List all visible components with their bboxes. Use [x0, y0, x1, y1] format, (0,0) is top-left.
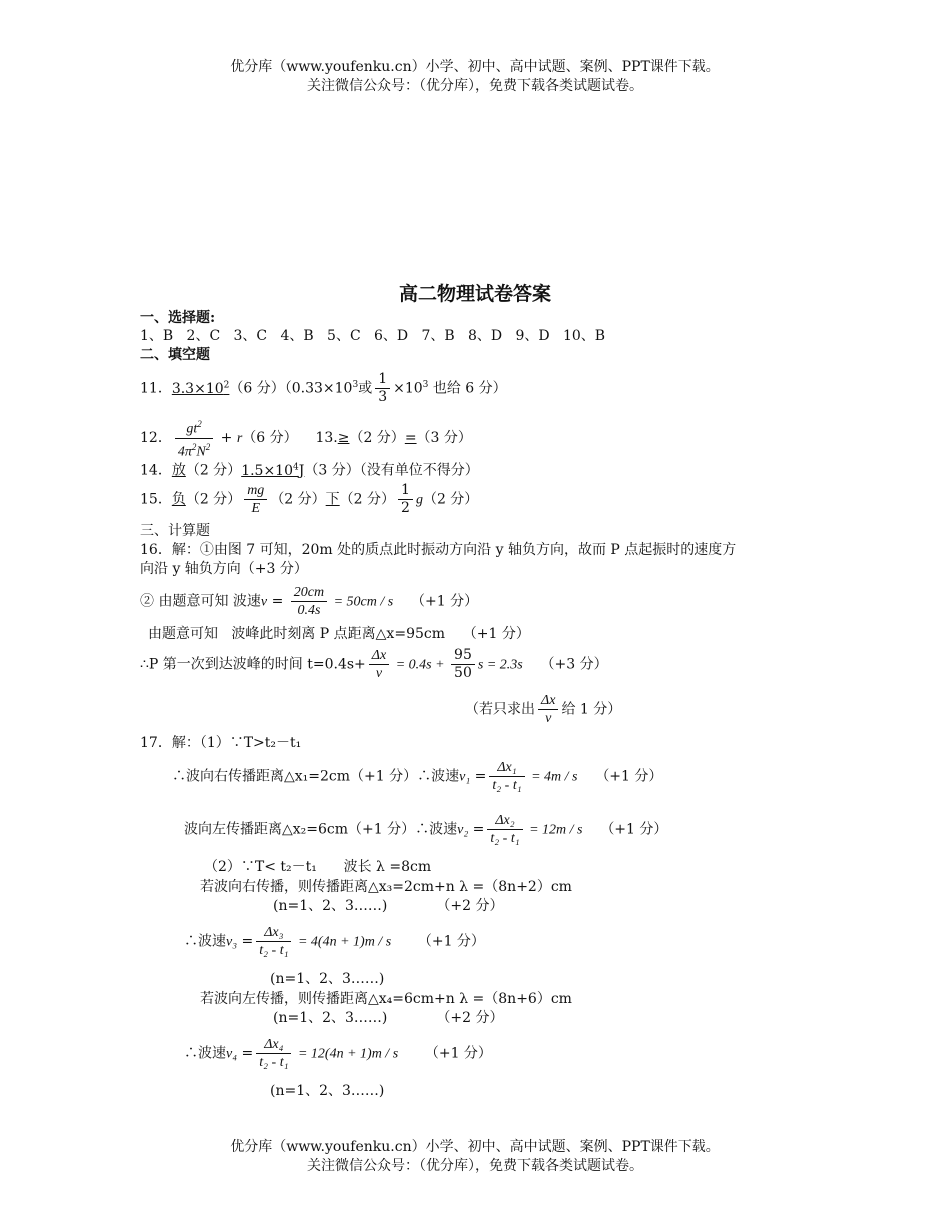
- q14-answer-2: $1.5\times 10^4J$: [241, 462, 305, 479]
- q17-left-1: 波向左传播距离△x₂=6cm（+1 分）∴波速v₂ = $\frac{\text{Δx₂}}{\text{t₂ - t₁}}$ = 12m / s （+1 分）: [184, 813, 668, 846]
- q12-fraction: $\frac{gt^2}{4\pi^2N^2}$: [175, 416, 213, 460]
- q16-time-fraction-1: $\frac{\Delta x}{v}$: [369, 647, 389, 682]
- q17-line-10: (n=1、2、3……) （+2 分）: [273, 1010, 504, 1026]
- q16-partial-fraction: $\frac{\Delta x}{v}$: [538, 692, 558, 727]
- q17-fraction-2: $\frac{\text{Δx₂}}{\text{t₂ - t₁}}$: [487, 812, 522, 847]
- q16-line-5: ∴P 第一次到达波峰的时间 t=0.4s+ $\frac{\Delta x}{v}$ = 0.4s + $\frac{95}{50}$ s = 2.3s （+3 分）: [140, 647, 608, 681]
- header-line-1: 优分库（www.youfenku.cn）小学、初中、高中试题、案例、PPT课件下载。: [230, 59, 720, 75]
- q16-line-3: ② 由题意可知 波速v = $\frac{20cm}{0.4s}$ = 50cm / s （+1 分）: [140, 585, 479, 618]
- choice-answers: 1、B 2、C 3、C 4、B 5、C 6、D 7、B 8、D 9、D 10、B: [140, 328, 606, 344]
- section-choice-heading: 一、选择题:: [140, 310, 216, 326]
- section-fill-heading: 二、填空题: [140, 347, 210, 363]
- q13-answer-2: =: [404, 430, 417, 447]
- q11-score: （6 分）（0.33×10: [229, 380, 353, 397]
- q17-fraction-4: $\frac{\text{Δx₄}}{\text{t₂ - t₁}}$: [256, 1036, 291, 1071]
- q17-fraction-3: $\frac{\text{Δx₃}}{\text{t₂ - t₁}}$: [256, 924, 291, 959]
- q17-right-1: ∴波向右传播距离△x₁=2cm（+1 分）∴波速v₁ = $\frac{\text{Δx₁}}{\text{t₂ - t₁}}$ = 4m / s （+1 分）: [172, 760, 663, 793]
- q17-fraction-1: $\frac{\text{Δx₁}}{\text{t₂ - t₁}}$: [489, 759, 524, 794]
- q17-line-8: (n=1、2、3……): [270, 971, 385, 987]
- q15-answer-3: 下: [325, 491, 340, 508]
- header-line-2: 关注微信公众号：（优分库），免费下载各类试题试卷。: [307, 78, 643, 94]
- q16-line-6: （若只求出 $\frac{\Delta x}{v}$ 给 1 分）: [465, 693, 622, 726]
- q15-half: $\frac{1}{2}$: [398, 482, 413, 517]
- q17-line-1: 17．解：（1）∵T>t₂－t₁: [140, 735, 302, 751]
- q16-velocity-fraction: $\frac{20cm}{0.4s}$: [291, 584, 327, 619]
- q12-line: 12． $\frac{gt^2}{4\pi^2N^2}$ + r（6 分） 13.≥（2 分）=（3 分）: [140, 416, 472, 460]
- q11-line: 11．$3.3\times 10^2(6$ 分）（$0.33\times 10^3$或 $\frac{1}{3}$ $\times 10^3$ 也给 6 分）: [140, 371, 507, 406]
- q17-right-n: ∴波速v₃ = $\frac{\text{Δx₃}}{\text{t₂ - t₁}}$ = 4(4n + 1)m / s （+1 分）: [184, 925, 485, 958]
- q16-line-2: 向沿 y 轴负方向（+3 分）: [140, 561, 308, 577]
- q16-line-1: 16．解：①由图 7 可知，20m 处的质点此时振动方向沿 y 轴负方向，故而 P 点起振时的速度方: [140, 542, 737, 558]
- q17-line-4: （2）∵T< t₂－t₁ 波长 λ =8cm: [204, 859, 432, 875]
- q13-answer-1: ≥: [337, 430, 350, 447]
- q15-fraction: $\frac{mg}{E}$: [244, 482, 267, 517]
- q14-answer-1: 放: [171, 462, 186, 479]
- q11-number: 11．: [140, 380, 172, 397]
- q13-number: 13.: [315, 430, 338, 447]
- q11-answer: $3.3\times 10^2$: [171, 380, 230, 397]
- q11-fraction: $\frac{1}{3}$: [375, 371, 390, 406]
- q15-line: 15．负（2 分） $\frac{mg}{E}$ （2 分）下（2 分） $\frac{1}{2}$ g（2 分）: [140, 482, 479, 516]
- q16-line-4: 由题意可知 波峰此时刻离 P 点距离△x=95cm （+1 分）: [148, 626, 530, 642]
- section-calc-heading: 三、计算题: [140, 523, 210, 539]
- q17-left-n: ∴波速v₄ = $\frac{\text{Δx₄}}{\text{t₂ - t₁}}$ = 12(4n + 1)m / s （+1 分）: [184, 1037, 492, 1070]
- q14-line: 14．放（2 分）$1.5\times 10^4J(3$ 分）（没有单位不得分）: [140, 462, 479, 479]
- q17-line-5: 若波向右传播，则传播距离△x₃=2cm+n λ =（8n+2）cm: [200, 879, 572, 895]
- q16-time-fraction-2: $\frac{95}{50}$: [451, 647, 475, 682]
- q12-number: 12．: [140, 430, 172, 447]
- q14-number: 14．: [140, 462, 172, 479]
- q15-number: 15．: [140, 491, 172, 508]
- footer-line-1: 优分库（www.youfenku.cn）小学、初中、高中试题、案例、PPT课件下载。: [230, 1139, 720, 1155]
- q17-line-6: (n=1、2、3……) （+2 分）: [273, 898, 504, 914]
- footer-line-2: 关注微信公众号：（优分库），免费下载各类试题试卷。: [307, 1158, 643, 1174]
- q17-line-9: 若波向左传播，则传播距离△x₄=6cm+n λ =（8n+6）cm: [200, 991, 572, 1007]
- q17-line-12: (n=1、2、3……): [270, 1083, 385, 1099]
- q15-answer-1: 负: [171, 491, 186, 508]
- page-title: 高二物理试卷答案: [398, 283, 551, 305]
